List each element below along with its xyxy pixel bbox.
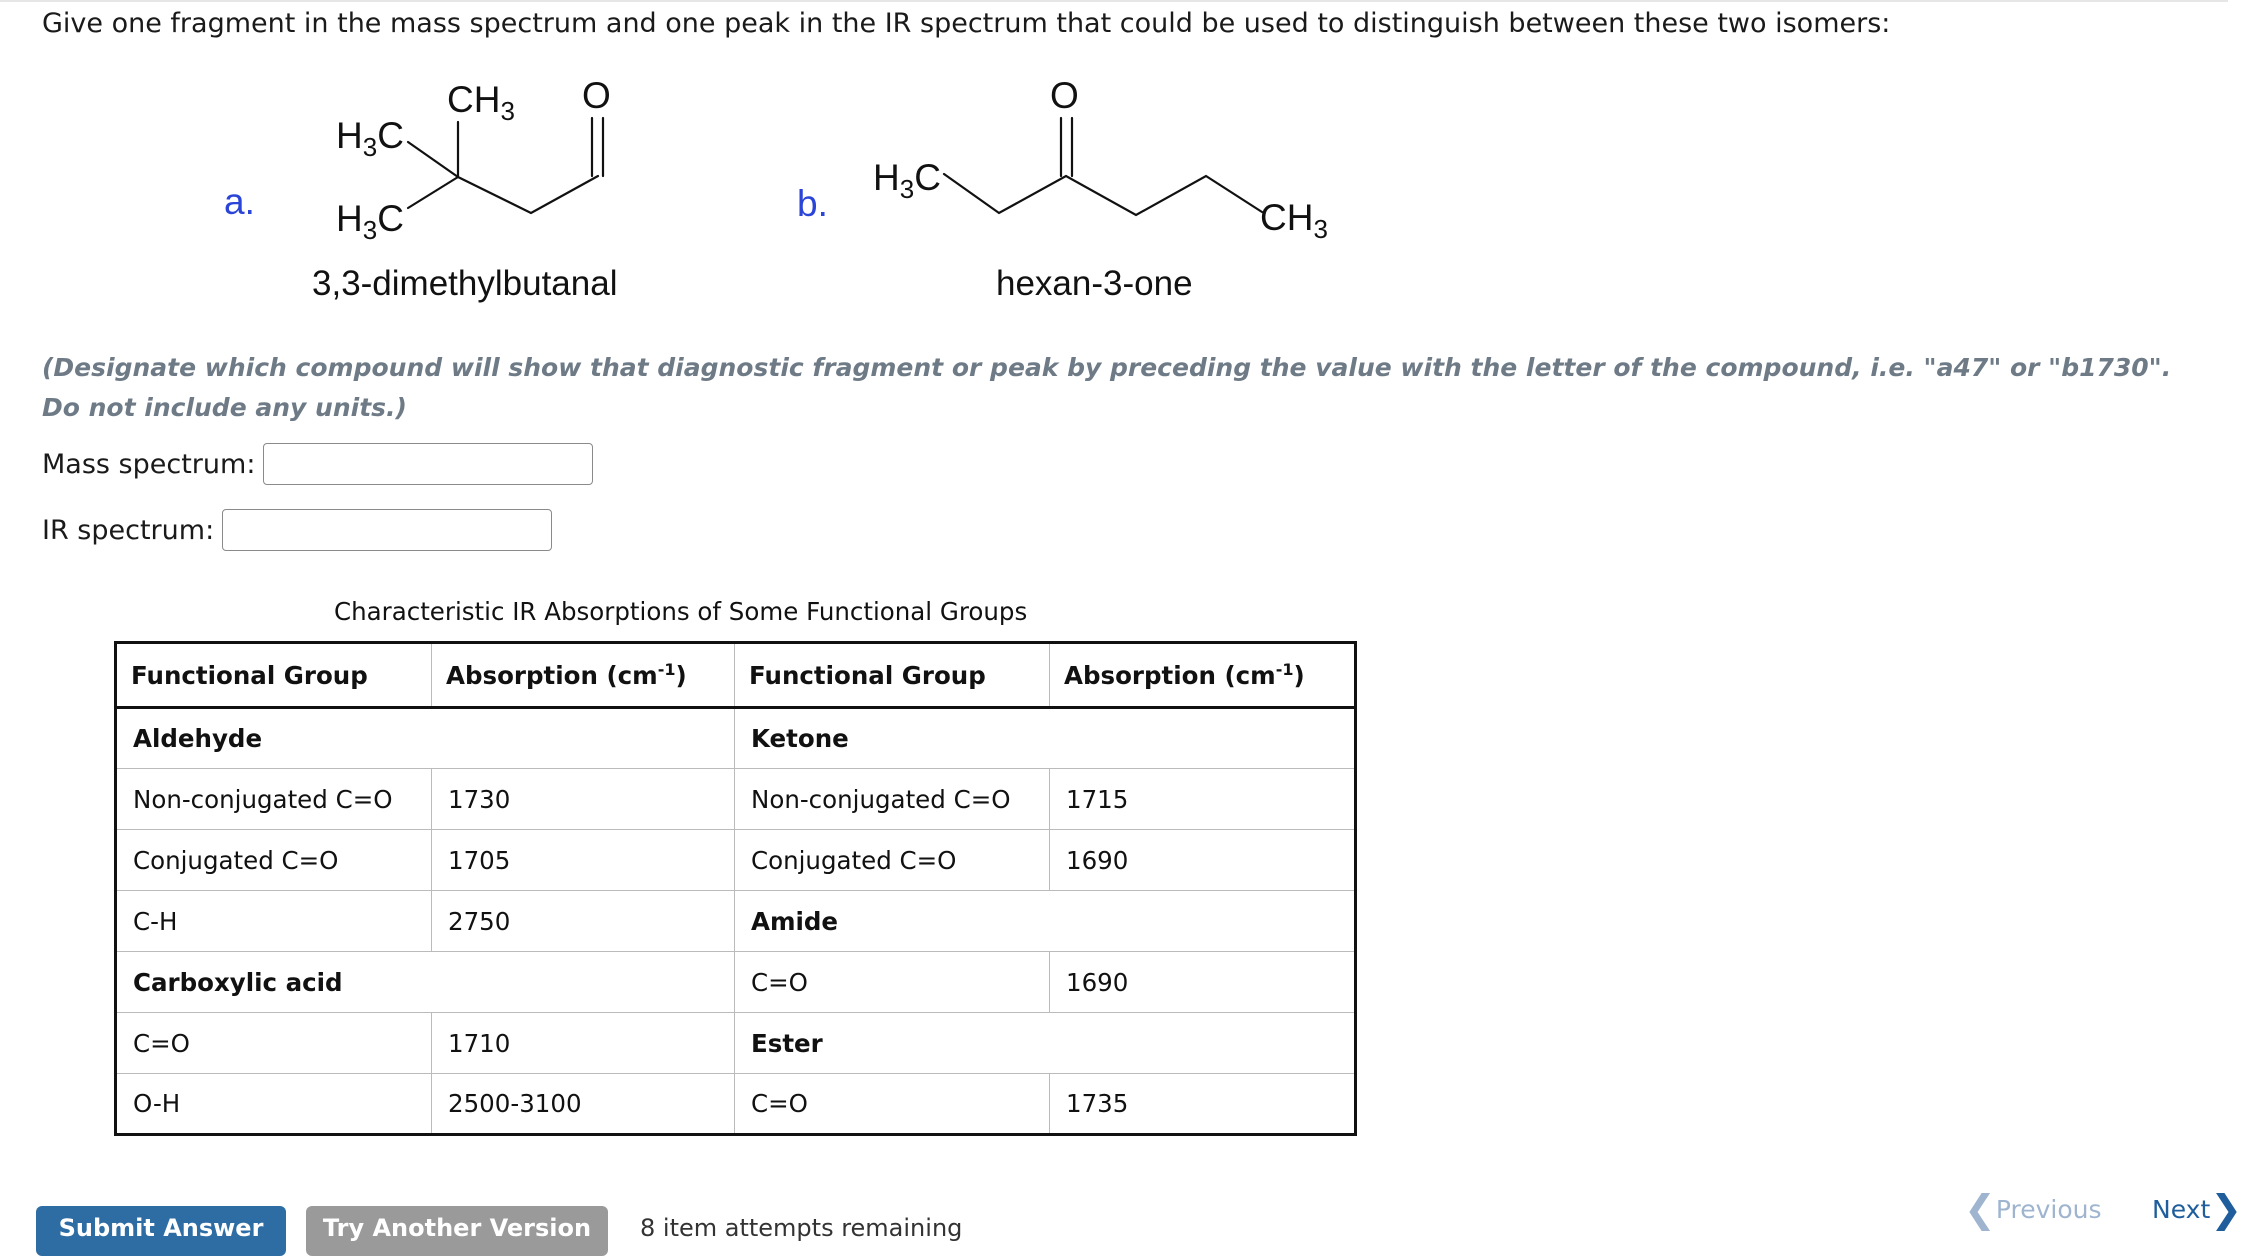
compound-b-name: hexan-3-one — [996, 264, 1193, 303]
ir-absorption-table — [114, 641, 1357, 1136]
compound-a-h3c-top-label: $H_3C$ — [336, 115, 404, 162]
compound-b-oxygen-label: O — [1050, 75, 1079, 116]
previous-button[interactable] — [1964, 1187, 2102, 1231]
isomer-structures — [0, 60, 1400, 320]
compound-a-oxygen-label: O — [582, 75, 611, 116]
mass-spectrum-input[interactable] — [263, 443, 593, 485]
table-cell: C=O — [735, 1074, 1050, 1135]
table-cell: Amide — [735, 891, 1356, 952]
table-cell: Aldehyde — [116, 708, 735, 769]
table-cell: Ketone — [735, 708, 1356, 769]
table-row — [116, 952, 1356, 1013]
table-cell: O-H — [116, 1074, 432, 1135]
compound-b-letter: b. — [797, 183, 828, 224]
compound-a-letter: a. — [224, 181, 255, 222]
ir-spectrum-input[interactable] — [222, 509, 552, 551]
compound-a-bond-bottom — [408, 177, 458, 208]
table-cell: C=O — [735, 952, 1050, 1013]
compound-a-name: 3,3-dimethylbutanal — [312, 264, 618, 303]
chevron-left-icon: ❮ — [1964, 1187, 1996, 1231]
instruction-hint: (Designate which compound will show that diagnostic fragment or peak by preceding the value with the letter of the compound, i.e. "a47" or "b1730". Do not include any units.) — [42, 353, 2172, 422]
table-cell: 1690 — [1050, 952, 1356, 1013]
chevron-right-icon: ❯ — [2210, 1187, 2242, 1231]
table-cell: 1690 — [1050, 830, 1356, 891]
table-cell: 2750 — [432, 891, 735, 952]
previous-label: Previous — [1995, 1194, 2102, 1224]
table-row — [116, 708, 1356, 769]
table-cell: Non-conjugated C=O — [116, 769, 432, 830]
header-functional-group-2: Functional Group — [735, 643, 1050, 708]
table-cell: 1715 — [1050, 769, 1356, 830]
compound-a-bond-top — [408, 142, 458, 177]
mass-spectrum-row — [42, 443, 593, 485]
next-label: Next — [2152, 1194, 2211, 1224]
ir-spectrum-row — [42, 509, 552, 551]
table-cell: C-H — [116, 891, 432, 952]
table-header-row — [116, 643, 1356, 708]
table-cell: C=O — [116, 1013, 432, 1074]
table-cell: Carboxylic acid — [116, 952, 735, 1013]
compound-a-carbonyl — [592, 118, 603, 176]
mass-spectrum-label: Mass spectrum: — [42, 448, 256, 480]
submit-answer-button[interactable]: Submit Answer — [36, 1206, 286, 1256]
compound-b-h3c-label: $H_3C$ — [873, 157, 941, 204]
compound-a-ch3-label: $CH_3$ — [447, 79, 515, 126]
question-text: Give one fragment in the mass spectrum and one peak in the IR spectrum that could be used to distinguish between these two isomers: — [42, 8, 1891, 39]
table-cell: Ester — [735, 1013, 1356, 1074]
ir-spectrum-label: IR spectrum: — [42, 514, 215, 546]
table-caption: Characteristic IR Absorptions of Some Functional Groups — [334, 597, 1028, 626]
structures-svg — [0, 60, 1400, 320]
table-row — [116, 1013, 1356, 1074]
table-cell: 1710 — [432, 1013, 735, 1074]
try-another-version-button[interactable]: Try Another Version — [306, 1206, 608, 1256]
table-row — [116, 891, 1356, 952]
header-functional-group-1: Functional Group — [116, 643, 432, 708]
table-cell: 1730 — [432, 769, 735, 830]
table-row — [116, 1074, 1356, 1135]
table-row — [116, 769, 1356, 830]
compound-a-chain — [458, 176, 598, 213]
compound-b-chain — [944, 174, 1262, 215]
table-cell: 2500-3100 — [432, 1074, 735, 1135]
header-absorption-2: Absorption $(cm^{-1})$ — [1050, 643, 1356, 708]
compound-b-ch3-label: $CH_3$ — [1260, 197, 1328, 244]
compound-a-h3c-bottom-label: $H_3C$ — [336, 198, 404, 245]
header-absorption-1: Absorption $(cm^{-1})$ — [432, 643, 735, 708]
table-cell: 1705 — [432, 830, 735, 891]
table-cell: Conjugated C=O — [116, 830, 432, 891]
table-cell: Non-conjugated C=O — [735, 769, 1050, 830]
table-cell: Conjugated C=O — [735, 830, 1050, 891]
table-cell: 1735 — [1066, 1089, 1129, 1118]
attempts-remaining: 8 item attempts remaining — [640, 1214, 963, 1242]
compound-b-carbonyl — [1061, 118, 1072, 176]
next-button[interactable] — [2152, 1187, 2242, 1231]
table-row — [116, 830, 1356, 891]
top-divider — [0, 0, 2228, 2]
